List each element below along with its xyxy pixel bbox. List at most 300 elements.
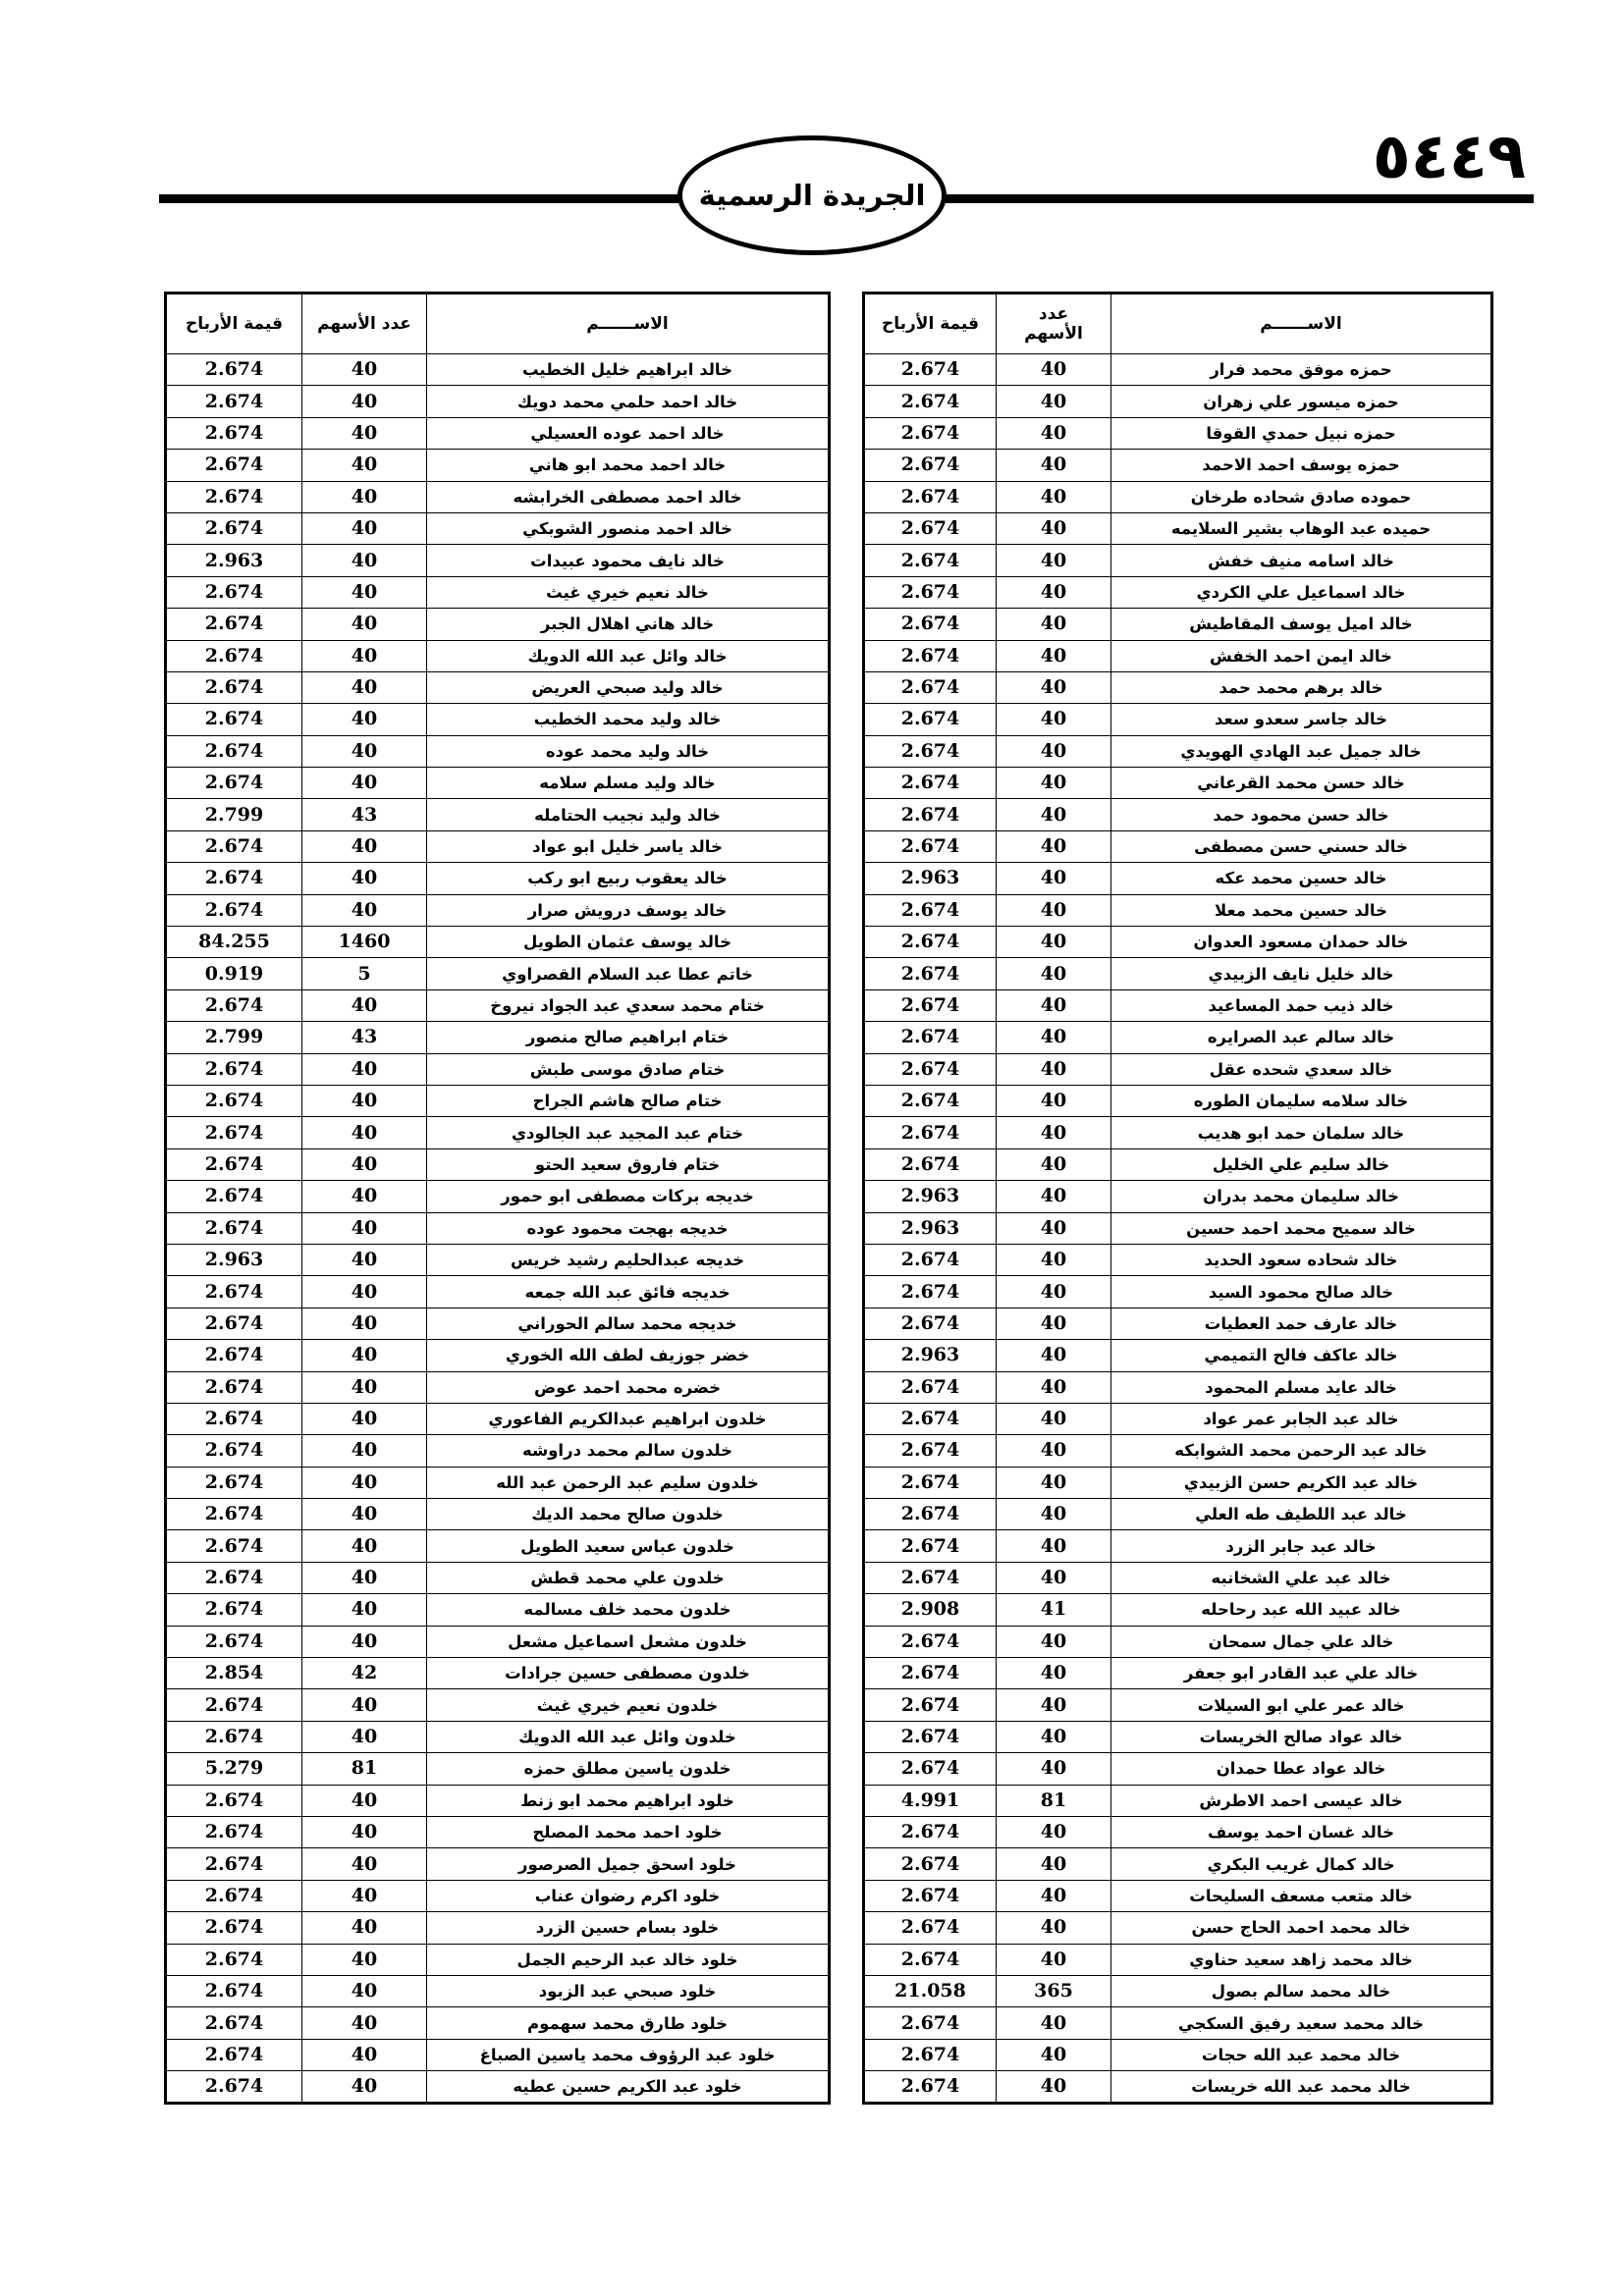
table-row	[864, 704, 1492, 735]
share-count: 40	[302, 512, 427, 544]
table-row	[864, 1816, 1492, 1847]
shareholder-name: خلود عبد الرؤوف محمد ياسين الصباغ	[427, 2039, 830, 2070]
table-row	[864, 1340, 1492, 1371]
shareholder-name: خلود بسام حسين الزرد	[427, 1912, 830, 1944]
share-count: 40	[997, 1721, 1111, 1752]
dividend-value: 21.058	[864, 1975, 997, 2006]
shareholder-name: خالد سلمان حمد ابو هديب	[1111, 1117, 1492, 1148]
dividend-value: 2.674	[864, 1435, 997, 1467]
dividend-value: 2.674	[166, 1626, 302, 1657]
shareholder-name: خالد عارف حمد العطيات	[1111, 1308, 1492, 1339]
shareholder-name: خالد عبد جابر الزرد	[1111, 1530, 1492, 1562]
table-row	[166, 545, 830, 576]
share-count: 40	[997, 386, 1111, 417]
shareholder-name: خالد حمدان مسعود العدوان	[1111, 927, 1492, 958]
table-row	[864, 576, 1492, 608]
dividend-value: 2.674	[166, 1467, 302, 1498]
dividend-value: 2.674	[166, 1689, 302, 1721]
dividend-value: 2.674	[166, 1499, 302, 1530]
dividend-value: 2.674	[864, 989, 997, 1021]
shareholder-name: ختام محمد سعدي عبد الجواد نيروخ	[427, 989, 830, 1021]
shareholder-name: خديجه محمد سالم الحوراني	[427, 1308, 830, 1339]
dividend-value: 2.674	[864, 640, 997, 671]
share-count: 40	[302, 1499, 427, 1530]
table-row	[864, 2007, 1492, 2039]
table-row	[864, 2071, 1492, 2104]
dividend-value: 2.674	[864, 894, 997, 926]
shareholder-name: خلدون ابراهيم عبدالكريم الفاعوري	[427, 1403, 830, 1434]
dividend-value: 2.674	[166, 1181, 302, 1212]
table-row	[166, 1944, 830, 1975]
table-row	[166, 1689, 830, 1721]
dividend-value: 2.674	[166, 989, 302, 1021]
table-row	[166, 768, 830, 799]
share-count: 40	[997, 863, 1111, 894]
dividend-value: 2.674	[864, 1148, 997, 1180]
table-row	[864, 1467, 1492, 1498]
table-row	[166, 1499, 830, 1530]
table-row	[166, 576, 830, 608]
share-count: 40	[997, 1053, 1111, 1085]
shareholder-name: خلود احمد محمد المصلح	[427, 1816, 830, 1847]
share-count: 40	[997, 1403, 1111, 1434]
share-count: 40	[302, 863, 427, 894]
dividend-value: 2.674	[864, 1658, 997, 1689]
share-count: 40	[997, 2007, 1111, 2039]
share-count: 40	[302, 1308, 427, 1339]
table-row	[864, 1753, 1492, 1785]
column-header-shares: عدد الأسهم	[997, 294, 1111, 354]
shareholder-name: خلدون محمد خلف مسالمه	[427, 1594, 830, 1626]
share-count: 40	[302, 417, 427, 449]
column-gutter	[828, 292, 862, 2130]
table-row	[166, 1308, 830, 1339]
share-count: 81	[997, 1785, 1111, 1816]
shareholder-name: خالد حسين محمد معلا	[1111, 894, 1492, 926]
shareholder-name: خالد وليد نجيب الحتامله	[427, 799, 830, 830]
dividend-value: 2.674	[166, 354, 302, 386]
share-count: 40	[997, 640, 1111, 671]
shareholder-name: خالد عيسى احمد الاطرش	[1111, 1785, 1492, 1816]
shareholder-name: ختام فاروق سعيد الحتو	[427, 1148, 830, 1180]
table-header-row	[864, 294, 1492, 354]
shareholder-name: خالد عايد مسلم المحمود	[1111, 1371, 1492, 1403]
shareholder-name: خالد برهم محمد حمد	[1111, 671, 1492, 703]
table-row	[166, 609, 830, 640]
shareholder-name: حميده عبد الوهاب بشير السلايمه	[1111, 512, 1492, 544]
gazette-title: الجريدة الرسمية	[698, 179, 926, 212]
table-row	[166, 958, 830, 989]
dividend-value: 2.908	[864, 1594, 997, 1626]
column-header-name: الاســــــم	[1111, 294, 1492, 354]
table-row	[864, 1499, 1492, 1530]
shareholder-name: خالد محمد سالم بصول	[1111, 1975, 1492, 2006]
dividend-value: 2.674	[864, 1912, 997, 1944]
table-row	[864, 1435, 1492, 1467]
table-row	[864, 1880, 1492, 1911]
share-count: 40	[302, 576, 427, 608]
dividend-value: 2.799	[166, 1022, 302, 1053]
dividend-value: 2.963	[864, 1340, 997, 1371]
table-row	[864, 894, 1492, 926]
share-count: 40	[997, 1085, 1111, 1116]
share-count: 40	[997, 830, 1111, 862]
dividend-value: 2.674	[864, 386, 997, 417]
dividend-value: 2.674	[166, 481, 302, 512]
share-count: 40	[997, 1816, 1111, 1847]
shareholder-name: خالد شحاده سعود الحديد	[1111, 1244, 1492, 1275]
dividend-value: 2.674	[864, 1626, 997, 1657]
dividend-value: 2.674	[166, 1212, 302, 1244]
shareholder-name: خلدون ياسين مطلق حمزه	[427, 1753, 830, 1785]
column-header-profit: قيمة الأرباح	[864, 294, 997, 354]
table-row	[166, 1626, 830, 1657]
shareholder-name: خالد احمد عوده العسيلي	[427, 417, 830, 449]
dividend-value: 2.674	[864, 2039, 997, 2070]
table-row	[166, 1467, 830, 1498]
shareholder-name: خالد حسني حسن مصطفى	[1111, 830, 1492, 862]
table-row	[166, 1816, 830, 1847]
table-row	[864, 1530, 1492, 1562]
shareholder-name: خضره محمد احمد عوض	[427, 1371, 830, 1403]
dividend-value: 2.674	[166, 512, 302, 544]
dividend-value: 2.674	[166, 1912, 302, 1944]
share-count: 40	[302, 1276, 427, 1308]
dividend-value: 2.674	[166, 1816, 302, 1847]
shareholder-name: خلود طارق محمد سهموم	[427, 2007, 830, 2039]
share-count: 40	[997, 1435, 1111, 1467]
dividend-value: 2.674	[166, 576, 302, 608]
table-row	[166, 1371, 830, 1403]
share-count: 40	[302, 2071, 427, 2104]
share-count: 40	[302, 545, 427, 576]
table-row	[864, 799, 1492, 830]
shareholder-name: خالد غسان احمد يوسف	[1111, 1816, 1492, 1847]
table-row	[864, 1626, 1492, 1657]
share-count: 40	[997, 1753, 1111, 1785]
table-row	[166, 1244, 830, 1275]
dividend-value: 2.963	[864, 1212, 997, 1244]
shareholder-name: حموده صادق شحاده طرخان	[1111, 481, 1492, 512]
dividend-value: 2.674	[864, 1944, 997, 1975]
share-count: 40	[302, 1148, 427, 1180]
shareholder-name: خالد نايف محمود عبيدات	[427, 545, 830, 576]
shareholder-name: خالد سميح محمد احمد حسين	[1111, 1212, 1492, 1244]
table-row	[864, 1244, 1492, 1275]
table-row	[864, 1721, 1492, 1752]
shareholder-name: خالد سعدي شحده عقل	[1111, 1053, 1492, 1085]
dividend-value: 2.674	[166, 704, 302, 735]
dividend-value: 2.674	[864, 576, 997, 608]
table-row	[166, 830, 830, 862]
shareholder-name: خلود ابراهيم محمد ابو زنط	[427, 1785, 830, 1816]
table-row	[166, 671, 830, 703]
dividend-value: 2.674	[166, 1148, 302, 1180]
table-row	[864, 1658, 1492, 1689]
shareholder-name: خالد محمد احمد الحاج حسن	[1111, 1912, 1492, 1944]
share-count: 40	[302, 354, 427, 386]
dividend-value: 2.674	[864, 481, 997, 512]
share-count: 40	[997, 576, 1111, 608]
share-count: 40	[997, 1530, 1111, 1562]
table-row	[864, 1117, 1492, 1148]
shareholder-name: خالد وليد مسلم سلامه	[427, 768, 830, 799]
dividend-value: 2.674	[166, 1085, 302, 1116]
dividend-value: 2.963	[864, 863, 997, 894]
dividend-value: 2.674	[864, 1467, 997, 1498]
share-count: 40	[302, 1785, 427, 1816]
share-count: 40	[302, 1085, 427, 1116]
dividend-value: 2.674	[166, 894, 302, 926]
share-count: 40	[302, 1181, 427, 1212]
shareholder-name: خالد هاني اهلال الجبر	[427, 609, 830, 640]
table-row	[864, 1562, 1492, 1593]
shareholder-name: خالد اسامه منيف خفش	[1111, 545, 1492, 576]
shareholder-name: خالد عاكف فالح التميمي	[1111, 1340, 1492, 1371]
shareholder-name: خالد احمد منصور الشوبكي	[427, 512, 830, 544]
dividend-value: 2.674	[166, 609, 302, 640]
table-row	[166, 735, 830, 767]
table-row	[166, 640, 830, 671]
table-row	[166, 704, 830, 735]
dividend-value: 2.674	[864, 799, 997, 830]
share-count: 40	[997, 704, 1111, 735]
share-count: 40	[997, 417, 1111, 449]
shareholder-name: خالد سليمان محمد بدران	[1111, 1181, 1492, 1212]
shareholder-name: خالد اميل يوسف المقاطيش	[1111, 609, 1492, 640]
share-count: 40	[997, 1912, 1111, 1944]
shareholder-name: خالد محمد عبد الله خريسات	[1111, 2071, 1492, 2104]
shareholder-name: خالد محمد زاهد سعيد حناوي	[1111, 1944, 1492, 1975]
shareholder-name: خالد محمد سعيد رفيق السكجي	[1111, 2007, 1492, 2039]
table-row	[864, 450, 1492, 481]
table-row	[166, 1435, 830, 1467]
shareholder-name: خالد يعقوب ربيع ابو ركب	[427, 863, 830, 894]
share-count: 40	[302, 671, 427, 703]
share-count: 40	[302, 2007, 427, 2039]
dividend-value: 2.674	[864, 704, 997, 735]
table-row	[166, 1785, 830, 1816]
share-count: 40	[997, 671, 1111, 703]
shareholder-name: خلود صبحي عبد الزبود	[427, 1975, 830, 2006]
table-row	[166, 1340, 830, 1371]
shareholder-name: خلدون مصطفى حسين جرادات	[427, 1658, 830, 1689]
shareholder-name: خالد عواد صالح الخريسات	[1111, 1721, 1492, 1752]
dividend-value: 2.674	[166, 1594, 302, 1626]
share-count: 43	[302, 1022, 427, 1053]
shareholder-name: خلدون عباس سعيد الطويل	[427, 1530, 830, 1562]
dividend-value: 2.674	[864, 545, 997, 576]
dividend-value: 2.674	[864, 354, 997, 386]
share-count: 40	[302, 1435, 427, 1467]
share-count: 40	[302, 1975, 427, 2006]
share-count: 40	[997, 1371, 1111, 1403]
dividend-value: 2.674	[864, 1085, 997, 1116]
table-row	[864, 671, 1492, 703]
dividend-value: 2.674	[166, 417, 302, 449]
share-count: 40	[997, 1880, 1111, 1911]
share-count: 40	[997, 1181, 1111, 1212]
share-count: 40	[302, 1340, 427, 1371]
dividend-value: 2.674	[166, 1403, 302, 1434]
dividend-value: 2.963	[166, 545, 302, 576]
share-count: 40	[302, 1212, 427, 1244]
table-row	[864, 1212, 1492, 1244]
table-row	[864, 1594, 1492, 1626]
table-row	[166, 1148, 830, 1180]
dividend-value: 2.674	[864, 1403, 997, 1434]
table-row	[166, 1181, 830, 1212]
table-row	[864, 1689, 1492, 1721]
table-row	[864, 989, 1492, 1021]
share-count: 40	[302, 481, 427, 512]
table-row	[166, 1085, 830, 1116]
share-count: 40	[997, 894, 1111, 926]
dividend-value: 2.674	[166, 2039, 302, 2070]
shareholder-name: خالد وليد صبحي العريض	[427, 671, 830, 703]
share-count: 40	[302, 704, 427, 735]
share-count: 40	[997, 989, 1111, 1021]
table-row	[864, 1975, 1492, 2006]
shareholder-name: ختام ابراهيم صالح منصور	[427, 1022, 830, 1053]
share-count: 40	[302, 2039, 427, 2070]
shareholder-name: ختام صادق موسى طبش	[427, 1053, 830, 1085]
table-row	[166, 1117, 830, 1148]
share-count: 40	[997, 1658, 1111, 1689]
share-count: 81	[302, 1753, 427, 1785]
share-count: 42	[302, 1658, 427, 1689]
table-row	[166, 1212, 830, 1244]
shareholder-name: خالد سلامه سليمان الطوره	[1111, 1085, 1492, 1116]
table-row	[864, 2039, 1492, 2070]
dividend-value: 2.674	[166, 1053, 302, 1085]
shareholder-name: خالد عبد الرحمن محمد الشوابكه	[1111, 1435, 1492, 1467]
table-row	[166, 1912, 830, 1944]
dividend-value: 0.919	[166, 958, 302, 989]
share-count: 40	[997, 927, 1111, 958]
table-row	[166, 1530, 830, 1562]
shareholder-name: خالد سليم علي الخليل	[1111, 1148, 1492, 1180]
table-row	[864, 958, 1492, 989]
shareholder-name: خلدون صالح محمد الديك	[427, 1499, 830, 1530]
dividend-value: 2.674	[864, 830, 997, 862]
shareholder-name: خالد حسين محمد عكه	[1111, 863, 1492, 894]
shareholder-name: خالد عبد الجابر عمر عواد	[1111, 1403, 1492, 1434]
dividend-value: 2.674	[864, 1530, 997, 1562]
share-count: 1460	[302, 927, 427, 958]
dividend-value: 2.674	[166, 1785, 302, 1816]
share-count: 40	[997, 1626, 1111, 1657]
dividend-value: 2.674	[864, 2007, 997, 2039]
shareholder-name: خلدون وائل عبد الله الدويك	[427, 1721, 830, 1752]
dividend-value: 2.674	[166, 1308, 302, 1339]
share-count: 40	[997, 2039, 1111, 2070]
dividend-value: 2.674	[166, 1944, 302, 1975]
share-count: 40	[997, 609, 1111, 640]
dividend-value: 2.674	[864, 1244, 997, 1275]
dividend-value: 4.991	[864, 1785, 997, 1816]
share-count: 40	[997, 1689, 1111, 1721]
table-row	[166, 1022, 830, 1053]
dividend-value: 2.674	[864, 1308, 997, 1339]
table-row	[166, 1562, 830, 1593]
dividend-value: 2.674	[864, 1816, 997, 1847]
dividend-value: 2.674	[864, 671, 997, 703]
shareholder-name: خالد وائل عبد الله الدويك	[427, 640, 830, 671]
share-count: 40	[302, 1626, 427, 1657]
shareholder-name: حمزه موفق محمد فرار	[1111, 354, 1492, 386]
dividend-value: 2.674	[166, 1435, 302, 1467]
shareholder-name: خالد ايمن احمد الخفش	[1111, 640, 1492, 671]
table-row	[166, 1880, 830, 1911]
shareholder-name: خضر جوزيف لطف الله الخوري	[427, 1340, 830, 1371]
shareholders-table-left	[164, 292, 831, 2105]
shareholder-name: خالد حسن محمود حمد	[1111, 799, 1492, 830]
table-row	[166, 450, 830, 481]
shareholder-name: خالد عواد عطا حمدان	[1111, 1753, 1492, 1785]
share-count: 40	[302, 1912, 427, 1944]
share-count: 40	[997, 1022, 1111, 1053]
share-count: 40	[997, 1212, 1111, 1244]
table-row	[166, 417, 830, 449]
shareholder-name: خلدون علي محمد قطش	[427, 1562, 830, 1593]
share-count: 40	[997, 1944, 1111, 1975]
dividend-value: 2.674	[166, 1340, 302, 1371]
share-count: 40	[302, 1848, 427, 1880]
share-count: 40	[997, 1562, 1111, 1593]
share-count: 40	[997, 958, 1111, 989]
table-row	[864, 481, 1492, 512]
table-row	[166, 894, 830, 926]
dividend-value: 2.674	[166, 1721, 302, 1752]
shareholder-name: خالد حسن محمد القرعاني	[1111, 768, 1492, 799]
dividend-value: 2.674	[166, 735, 302, 767]
dividend-value: 2.674	[864, 1022, 997, 1053]
share-count: 40	[997, 1340, 1111, 1371]
dividend-value: 2.674	[864, 1721, 997, 1752]
shareholder-name: خالد نعيم خيري غيث	[427, 576, 830, 608]
dividend-value: 2.674	[864, 1689, 997, 1721]
dividend-value: 2.674	[166, 2071, 302, 2104]
share-count: 5	[302, 958, 427, 989]
table-row	[864, 512, 1492, 544]
share-count: 40	[302, 640, 427, 671]
dividend-value: 2.674	[166, 768, 302, 799]
table-row	[864, 830, 1492, 862]
shareholder-name: حمزه نبيل حمدي القوقا	[1111, 417, 1492, 449]
share-count: 40	[302, 609, 427, 640]
shareholder-name: خالد احمد حلمي محمد دويك	[427, 386, 830, 417]
share-count: 40	[302, 1403, 427, 1434]
share-count: 40	[997, 1467, 1111, 1498]
table-row	[166, 2071, 830, 2104]
table-row	[864, 640, 1492, 671]
table-row	[166, 2007, 830, 2039]
share-count: 41	[997, 1594, 1111, 1626]
shareholder-name: خلدون سليم عبد الرحمن عبد الله	[427, 1467, 830, 1498]
table-row	[864, 735, 1492, 767]
column-header-profit: قيمة الأرباح	[166, 294, 302, 354]
table-row	[166, 1721, 830, 1752]
share-count: 40	[302, 450, 427, 481]
dividend-value: 2.674	[166, 1880, 302, 1911]
shareholder-name: خالد ياسر خليل ابو عواد	[427, 830, 830, 862]
share-count: 365	[997, 1975, 1111, 2006]
table-row	[864, 1912, 1492, 1944]
dividend-value: 2.674	[166, 1848, 302, 1880]
table-row	[864, 768, 1492, 799]
table-row	[864, 1181, 1492, 1212]
